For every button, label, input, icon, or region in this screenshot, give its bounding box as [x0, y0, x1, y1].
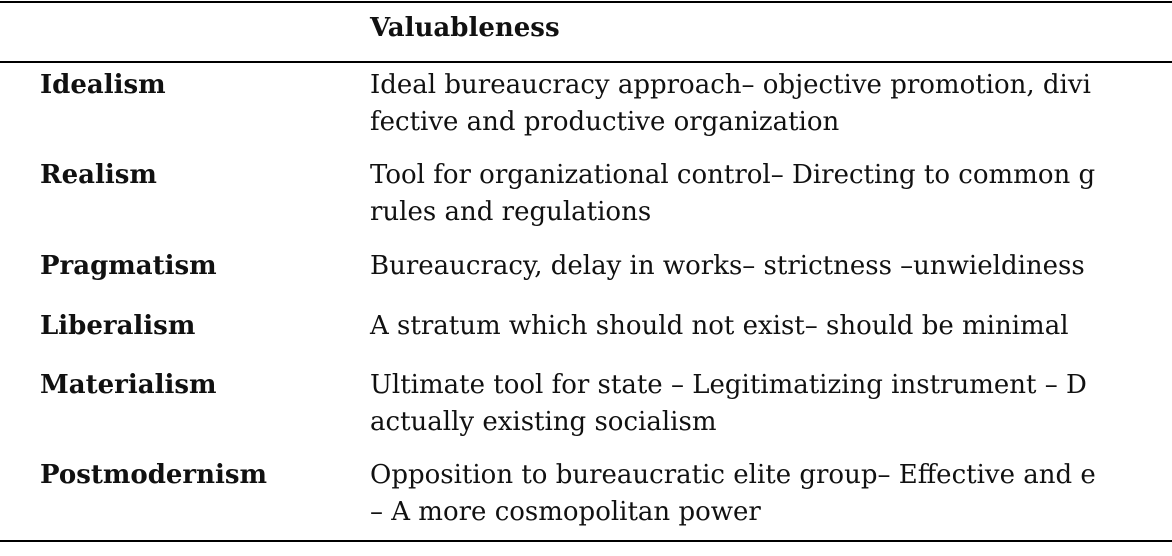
row-label: Materialism — [40, 370, 217, 400]
row-description — [370, 308, 1172, 345]
row-description-line: Ideal bureaucracy approach– objective promotion, divi — [370, 70, 1091, 100]
table-bottom-rule — [0, 540, 1172, 542]
row-label: Realism — [40, 160, 157, 190]
column-header-valuableness: Valuableness — [370, 13, 560, 43]
table-header-rule — [0, 61, 1172, 63]
row-description-line: – A more cosmopolitan power — [370, 497, 761, 527]
row-description-line: A stratum which should not exist– should be minimal — [370, 311, 1069, 341]
row-label: Idealism — [40, 70, 166, 100]
row-description-line: Ultimate tool for state – Legitimatizing instrument – D — [370, 370, 1087, 400]
row-description-line: rules and regulations — [370, 197, 652, 227]
row-description — [370, 248, 1172, 285]
row-description-line: Bureaucracy, delay in works– strictness –unwieldiness — [370, 251, 1085, 281]
row-description-line: fective and productive organization — [370, 107, 840, 137]
row-description — [370, 457, 1172, 531]
row-label: Liberalism — [40, 311, 196, 341]
row-description-line: Tool for organizational control– Directing to common g — [370, 160, 1096, 190]
row-description-line: Opposition to bureaucratic elite group– Effective and e — [370, 460, 1096, 490]
table-top-rule — [0, 1, 1172, 3]
row-description — [370, 67, 1172, 141]
row-description — [370, 157, 1172, 231]
row-label: Postmodernism — [40, 460, 268, 490]
row-label: Pragmatism — [40, 251, 217, 281]
row-description-line: actually existing socialism — [370, 407, 717, 437]
row-description — [370, 367, 1172, 441]
